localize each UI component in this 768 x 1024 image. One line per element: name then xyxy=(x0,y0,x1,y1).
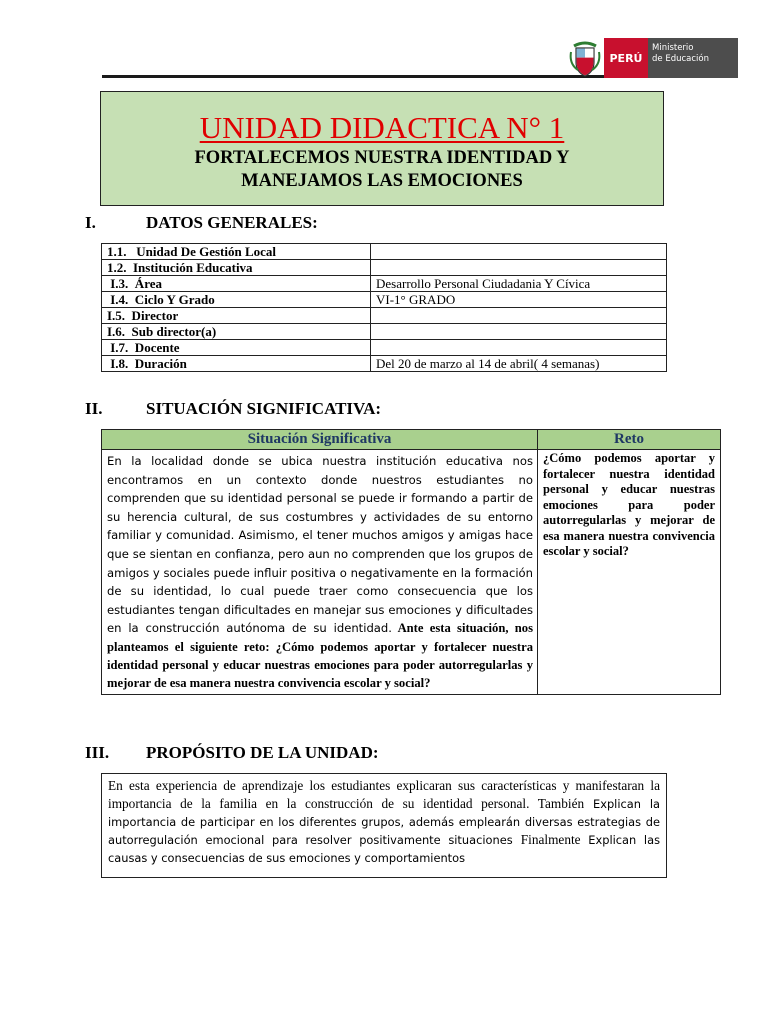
table-row xyxy=(102,292,667,308)
section-heading: PROPÓSITO DE LA UNIDAD: xyxy=(146,743,379,762)
page-title: UNIDAD DIDACTICA N° 1 xyxy=(199,110,565,145)
subtitle-line2: MANEJAMOS LAS EMOCIONES xyxy=(241,171,523,191)
table-row xyxy=(102,260,667,276)
datos-label: 1.1. Unidad De Gestión Local xyxy=(102,244,371,260)
datos-generales-table xyxy=(101,243,667,372)
table-row xyxy=(102,324,667,340)
datos-value: VI-1° GRADO xyxy=(371,292,667,308)
table-row xyxy=(102,356,667,372)
peru-label: PERÚ xyxy=(604,38,648,78)
datos-label: I.8. Duración xyxy=(102,356,371,372)
section-datos-generales xyxy=(85,213,318,233)
section-number: III. xyxy=(85,743,110,762)
ministry-line1: Ministerio xyxy=(652,43,694,53)
proposito-text-1: En esta experiencia de aprendizaje los estudiantes explicaran sus características y manifestaran la importancia de la familia en la construcción de su identidad personal. También xyxy=(108,778,660,811)
ministry-logo xyxy=(566,38,738,80)
coat-of-arms-icon xyxy=(568,38,602,78)
datos-value: Del 20 de marzo al 14 de abril( 4 semanas) xyxy=(371,356,667,372)
datos-label: 1.2. Institución Educativa xyxy=(102,260,371,276)
page-subtitle xyxy=(101,147,663,193)
situacion-challenge-text: Ante esta situación, nos planteamos el siguiente reto: ¿Cómo podemos aportar y fortalecer nuestra identidad personal y educar nuestras emociones para poder autorregularlas y mejorar de esa manera nuestra convivencia escolar y social? xyxy=(107,621,533,690)
proposito-text-3: Finalmente xyxy=(520,832,581,847)
situacion-table xyxy=(101,429,721,695)
section-proposito xyxy=(85,743,379,763)
table-row xyxy=(102,450,721,695)
subtitle-line1: FORTALECEMOS NUESTRA IDENTIDAD Y xyxy=(194,148,570,168)
table-row xyxy=(102,276,667,292)
datos-value xyxy=(371,324,667,340)
datos-value xyxy=(371,340,667,356)
datos-value xyxy=(371,308,667,324)
reto-text: ¿Cómo podemos aportar y fortalecer nuestra identidad personal y educar nuestras emociones para poder autorregularlas y mejorar de esa manera nuestra convivencia escolar y social? xyxy=(538,450,721,695)
section-heading: DATOS GENERALES: xyxy=(146,213,318,232)
table-header-row xyxy=(102,430,721,450)
ministry-name xyxy=(652,43,709,65)
situacion-context-text: En la localidad donde se ubica nuestra institución educativa nos encontramos en un contexto donde nuestros estudiantes no comprenden que su identidad personal se puede ir formando a partir de su herencia cultural, de sus costumbres y actividades de su entorno familiar y comunidad. Asimismo, el tener muchos amigos y amigas hace que se sientan en confianza, pero aun no comprenden que los grupos de amigos y sociales puede influir positiva o negativamente en la formación de su identidad, lo cual puede traer como consecuencia que los estudiantes tengan dificultades en manejar sus emociones y dificultades en la construcción autónoma de su identidad. xyxy=(107,454,533,636)
proposito-text-2: Explican la importancia de participar en los diferentes grupos, además emplearán diversas estrategias de autorregulación emocional para resolver positivamente situaciones xyxy=(108,797,660,847)
column-header-situacion: Situación Significativa xyxy=(102,430,538,450)
proposito-box xyxy=(101,773,667,878)
datos-label: I.7. Docente xyxy=(102,340,371,356)
datos-label: I.5. Director xyxy=(102,308,371,324)
header-rule xyxy=(102,75,640,78)
datos-label: I.4. Ciclo Y Grado xyxy=(102,292,371,308)
situacion-description xyxy=(102,450,538,695)
table-row xyxy=(102,244,667,260)
ministry-banner xyxy=(604,38,738,78)
datos-label: I.3. Área xyxy=(102,276,371,292)
datos-value xyxy=(371,260,667,276)
datos-label: I.6. Sub director(a) xyxy=(102,324,371,340)
datos-value xyxy=(371,244,667,260)
section-situacion-significativa xyxy=(85,399,381,419)
section-number: I. xyxy=(85,213,96,232)
datos-value: Desarrollo Personal Ciudadania Y Cívica xyxy=(371,276,667,292)
section-number: II. xyxy=(85,399,103,418)
table-row xyxy=(102,308,667,324)
ministry-line2: de Educación xyxy=(652,54,709,64)
section-heading: SITUACIÓN SIGNIFICATIVA: xyxy=(146,399,382,418)
column-header-reto: Reto xyxy=(538,430,721,450)
title-box xyxy=(100,91,664,206)
proposito-text-4: Explican las causas y consecuencias de sus emociones y comportamientos xyxy=(108,833,661,865)
table-row xyxy=(102,340,667,356)
